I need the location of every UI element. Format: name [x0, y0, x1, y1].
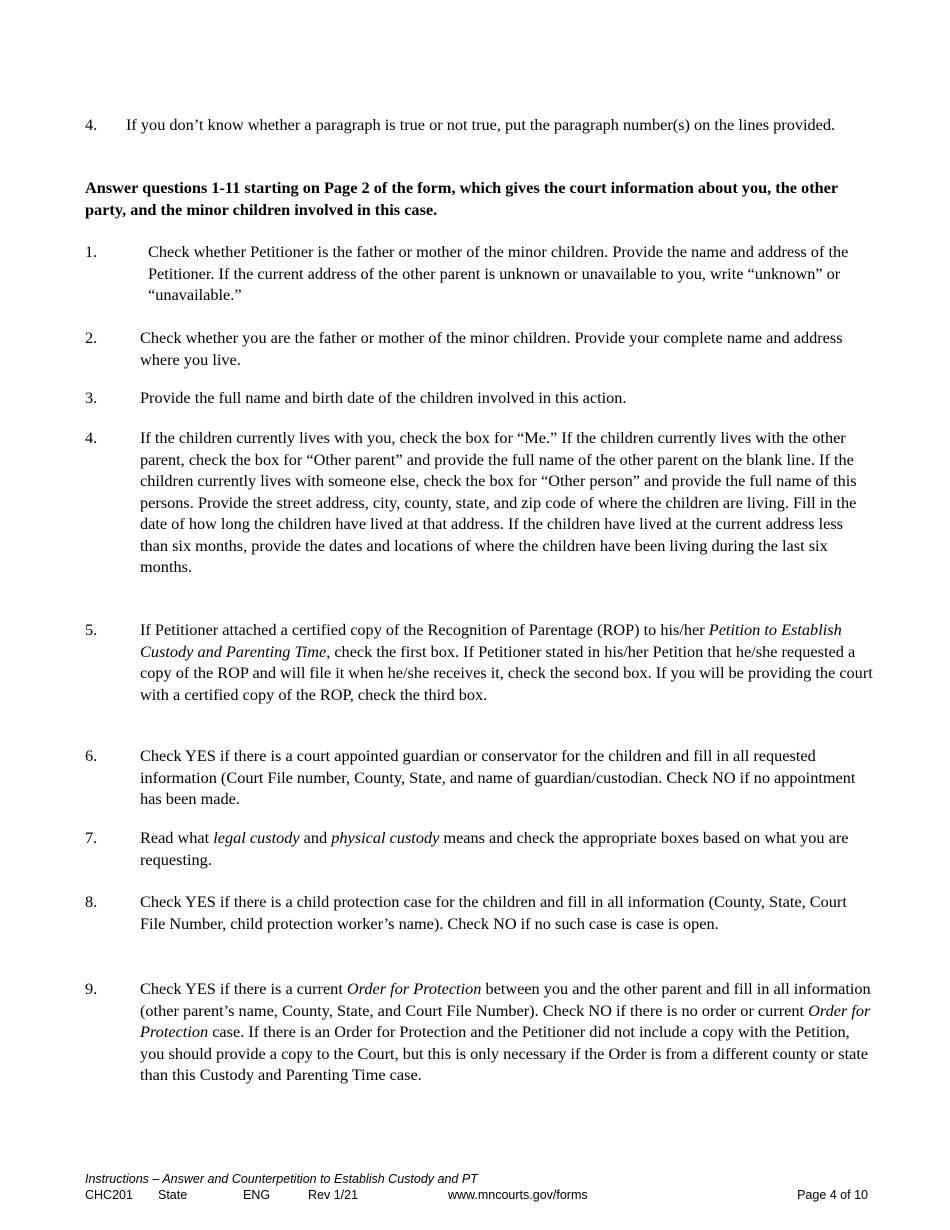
footer-meta: [85, 1187, 868, 1203]
question-item-7: [85, 827, 875, 870]
question-text: Check whether you are the father or mother of the minor children. Provide your complete name and address where you live.: [140, 328, 843, 369]
section-heading: Answer questions 1-11 starting on Page 2 of the form, which gives the court information about you, the other party, and the minor children involved in this case.: [85, 178, 838, 219]
question-text-part: , check the first box. If Petitioner stated in his/her Petition that he/she requested a copy of the ROP and will file it when he/she receives it, check the second box. If you will be providing the court with a certified copy of the ROP, check the third box.: [140, 641, 873, 704]
question-number: 2.: [85, 328, 98, 347]
petition-title: Petition to Establish Custody and Parenting Time: [140, 620, 842, 661]
footer-jurisdiction: State: [158, 1188, 188, 1202]
intro-item-text: If you don’t know whether a paragraph is true or not true, put the paragraph number(s) on the lines provided.: [126, 115, 836, 134]
question-item-2: [85, 327, 875, 370]
footer-language: ENG: [243, 1188, 271, 1202]
question-item-9: [85, 978, 875, 1086]
legal-custody-term: legal custody: [213, 828, 300, 847]
question-number: 8.: [85, 892, 98, 911]
question-text: Provide the full name and birth date of the children involved in this action.: [140, 388, 627, 407]
physical-custody-term: physical custody: [331, 828, 440, 847]
question-text: [140, 978, 875, 1086]
question-text-part: If Petitioner attached a certified copy of the Recognition of Parentage (ROP) to his/her: [140, 620, 709, 639]
order-for-protection-term: Order for Protection: [140, 1000, 871, 1041]
footer-page-number: Page 4 of 10: [797, 1188, 868, 1202]
question-item-1: [85, 241, 875, 306]
question-text-part: means and check the appropriate boxes based on what you are requesting.: [140, 828, 849, 869]
question-text: Check YES if there is a child protection case for the children and fill in all information (County, State, Court File Number, child protection worker’s name). Check NO if no such case is case is open.: [140, 892, 847, 933]
question-text-part: Read what: [140, 828, 214, 847]
question-number: 1.: [85, 242, 98, 261]
question-number: 5.: [85, 620, 98, 639]
question-number: 7.: [85, 828, 98, 847]
question-number: 6.: [85, 746, 98, 765]
question-item-5: [85, 619, 875, 705]
intro-item-number: 4.: [85, 115, 98, 134]
question-text: If the children currently lives with you, check the box for “Me.” If the children currently lives with the other parent, check the box for “Other parent” and provide the full name of the other parent on the blank line. If the children currently lives with someone else, check the box for “Other person” and provide the full name of this persons. Provide the street address, city, county, state, and zip code of where the children are living. Fill in the date of how long the children have lived at that address. If the children have lived at the current address less than six months, provide the dates and locations of where the children have been living during the last six months.: [140, 428, 857, 576]
question-text-part: between you and the other parent and fill in all information (other parent’s name, County, State, and Court File Number). Check NO if there is no order or current: [140, 979, 871, 1020]
footer-title: Instructions – Answer and Counterpetition to Establish Custody and PT: [85, 1172, 478, 1186]
question-text-part: case. If there is an Order for Protection and the Petitioner did not include a copy with the Petition, you should provide a copy to the Court, but this is only necessary if the Order is from a different county or state than this Custody and Parenting Time case.: [140, 1022, 869, 1084]
question-number: 3.: [85, 388, 98, 407]
question-item-6: [85, 745, 875, 810]
question-text: [140, 827, 875, 870]
footer-website: www.mncourts.gov/forms: [448, 1188, 588, 1202]
intro-item-4: [85, 114, 875, 136]
question-text: Check whether Petitioner is the father or mother of the minor children. Provide the name and address of the Petitioner. If the current address of the other parent is unknown or unavailable to you, write “unknown” or “unavailable.”: [148, 242, 849, 304]
question-text: [140, 619, 875, 705]
footer-revision: Rev 1/21: [308, 1188, 359, 1202]
question-number: 9.: [85, 979, 98, 998]
question-text: Check YES if there is a court appointed guardian or conservator for the children and fill in all requested information (Court File number, County, State, and name of guardian/custodian. Check NO if no appointment has been made.: [140, 746, 856, 808]
order-for-protection-term: Order for Protection: [346, 979, 482, 998]
question-text-part: Check YES if there is a current: [140, 979, 347, 998]
question-item-3: [85, 387, 875, 409]
question-text-part: and: [299, 828, 332, 847]
question-item-8: [85, 891, 875, 934]
question-item-4: [85, 427, 875, 578]
question-number: 4.: [85, 428, 98, 447]
footer-form-code: CHC201: [85, 1188, 133, 1202]
